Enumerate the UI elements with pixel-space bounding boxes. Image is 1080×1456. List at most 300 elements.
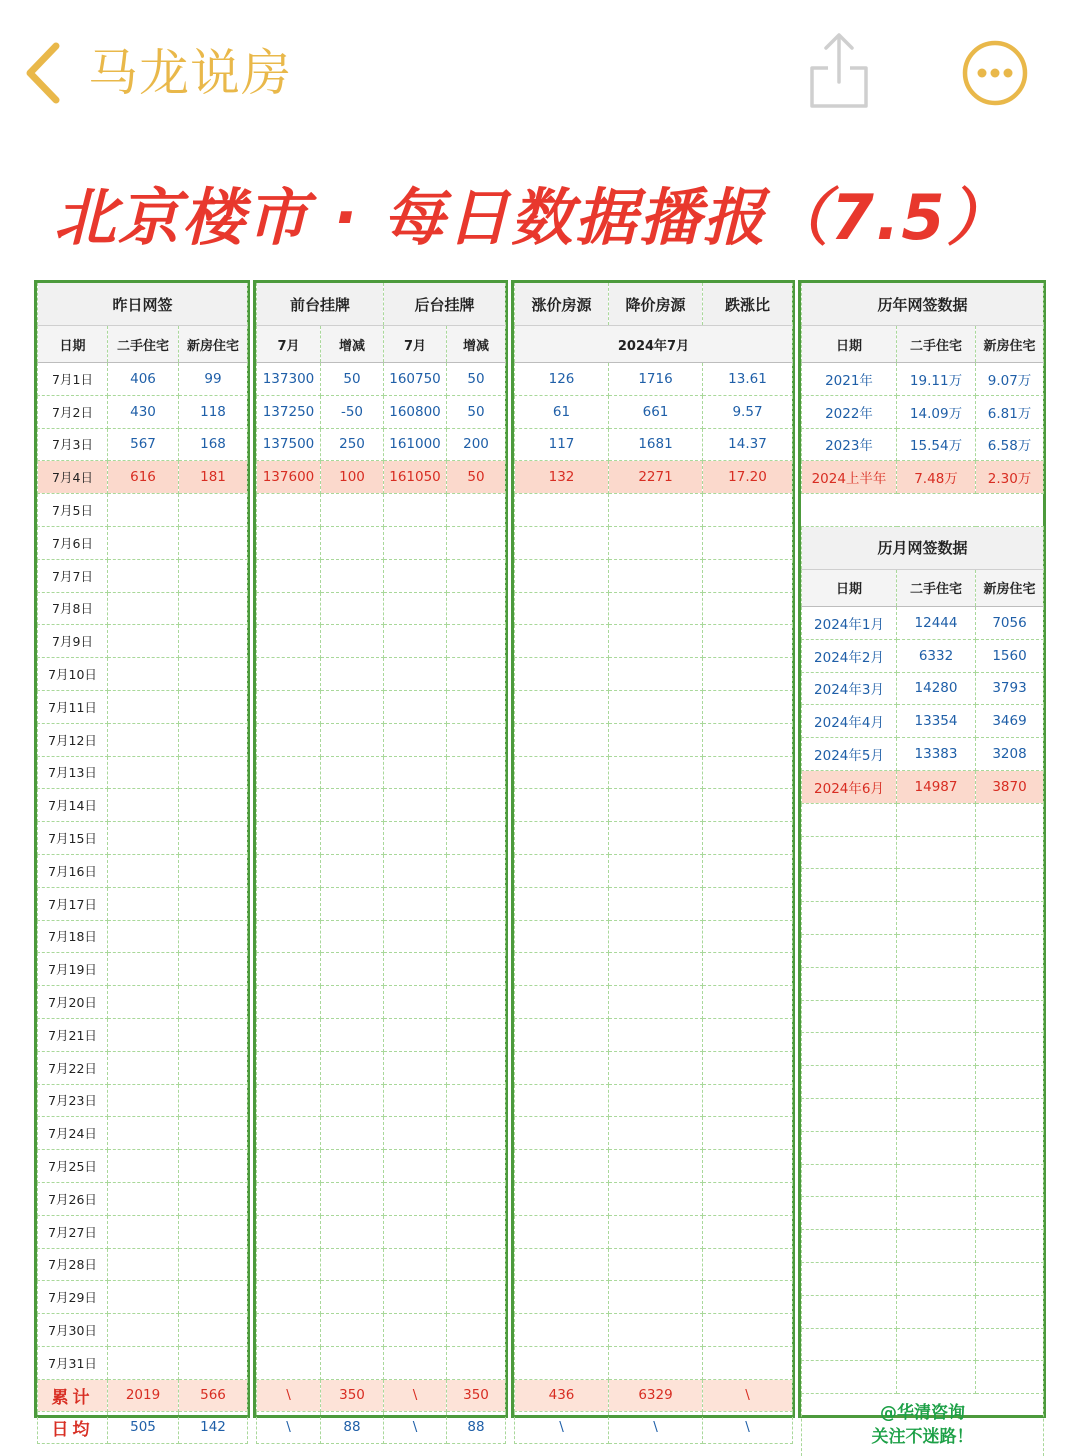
value-cell [703,1248,793,1281]
value-cell [609,953,703,986]
value-cell [321,1215,384,1248]
value-cell [384,822,447,855]
table-row [802,803,1044,836]
table-row [257,690,506,723]
empty-cell [802,1230,897,1263]
value-cell [384,1182,447,1215]
value-cell [447,494,506,527]
value-cell [447,1346,506,1379]
table-row [38,690,248,723]
table-row [515,1150,793,1183]
value-cell [108,1346,179,1379]
empty-cell [802,1131,897,1164]
value-cell [321,1346,384,1379]
value-cell [515,1117,609,1150]
empty-cell [976,1098,1044,1131]
empty-cell [897,836,976,869]
value-cell: 13.61 [703,363,793,396]
table-row [38,1051,248,1084]
value-cell [609,1084,703,1117]
table-row [515,1346,793,1379]
value-cell [515,592,609,625]
value-cell: 3793 [976,672,1044,705]
table-row [257,658,506,691]
value-cell [321,1150,384,1183]
value-cell [108,1281,179,1314]
value-cell [447,822,506,855]
more-button[interactable] [962,40,1028,106]
empty-cell [802,1295,897,1328]
month-cell: 2024年2月 [802,639,897,672]
value-cell [609,920,703,953]
table-row [802,639,1044,672]
value-cell: 117 [515,428,609,461]
value-cell [321,526,384,559]
value-cell [384,1018,447,1051]
value-cell [108,723,179,756]
value-cell [179,1281,248,1314]
avg-cell: \ [384,1411,447,1443]
value-cell [515,1281,609,1314]
date-cell: 7月13日 [38,756,108,789]
table-row [257,1051,506,1084]
table-row [257,1281,506,1314]
date-cell: 7月20日 [38,986,108,1019]
table-row [802,1164,1044,1197]
value-cell [179,1182,248,1215]
value-cell [703,1281,793,1314]
table-row [38,526,248,559]
value-cell [321,690,384,723]
value-cell [609,1215,703,1248]
value-cell [108,1248,179,1281]
table-row [38,1215,248,1248]
table-row [515,1084,793,1117]
value-cell: 137500 [257,428,321,461]
table-row [802,934,1044,967]
value-cell: 168 [179,428,248,461]
date-cell: 7月15日 [38,822,108,855]
col-new-home: 新房住宅 [179,326,248,363]
avg-cell: 505 [108,1411,179,1443]
col-price-down: 降价房源 [609,283,703,326]
empty-cell [976,934,1044,967]
value-cell [257,1182,321,1215]
date-cell: 7月29日 [38,1281,108,1314]
period-label: 2024年7月 [515,326,793,363]
table-row [515,920,793,953]
empty-cell [897,869,976,902]
table-row [38,1411,248,1443]
value-cell: -50 [321,395,384,428]
value-cell [703,854,793,887]
value-cell [257,559,321,592]
value-cell [179,526,248,559]
table-row [38,1379,248,1411]
value-cell [447,756,506,789]
value-cell [447,986,506,1019]
value-cell [108,887,179,920]
table-row [257,1182,506,1215]
empty-cell [802,869,897,902]
sum-cell: \ [384,1379,447,1411]
empty-cell [976,1000,1044,1033]
value-cell [108,1084,179,1117]
table-row [257,363,506,396]
date-cell: 7月23日 [38,1084,108,1117]
value-cell [609,559,703,592]
date-cell: 7月7日 [38,559,108,592]
table-row [515,1215,793,1248]
value-cell [257,526,321,559]
table-row [515,1411,793,1443]
empty-cell [897,1131,976,1164]
date-cell: 7月8日 [38,592,108,625]
table-row [38,1346,248,1379]
table-row [802,869,1044,902]
table-row [257,494,506,527]
table-row [515,854,793,887]
value-cell [609,1248,703,1281]
col-ratio: 跌涨比 [703,283,793,326]
table-row [515,1182,793,1215]
value-cell: 250 [321,428,384,461]
table-row [38,887,248,920]
table-row [257,1215,506,1248]
value-cell [515,1051,609,1084]
value-cell [515,953,609,986]
year-cell: 2021年 [802,363,897,396]
value-cell [703,592,793,625]
value-cell [179,625,248,658]
table-row [257,1150,506,1183]
value-cell [447,1182,506,1215]
empty-cell [802,934,897,967]
value-cell: 7056 [976,606,1044,639]
col-price-up: 涨价房源 [515,283,609,326]
table-row [515,461,793,494]
table-row [257,887,506,920]
table-row [515,1379,793,1411]
share-button[interactable] [806,30,872,110]
table-row [515,953,793,986]
value-cell [321,1248,384,1281]
value-cell [257,1281,321,1314]
price-change-table [514,283,793,1444]
table-row [802,1131,1044,1164]
empty-cell [897,1066,976,1099]
table-row [38,1314,248,1347]
value-cell [257,887,321,920]
value-cell [179,1248,248,1281]
avg-label: 日均 [38,1411,108,1443]
table-row [257,1346,506,1379]
value-cell [703,1084,793,1117]
table-row [38,1117,248,1150]
table-row [515,822,793,855]
value-cell [257,854,321,887]
value-cell [703,723,793,756]
table-row [257,428,506,461]
value-cell [108,756,179,789]
date-cell: 7月19日 [38,953,108,986]
table-row [802,569,1044,606]
panel-header: 昨日网签 [38,283,248,326]
value-cell [609,1051,703,1084]
table-row [515,1018,793,1051]
value-cell [515,494,609,527]
value-cell [384,854,447,887]
table-row [257,789,506,822]
value-cell [515,658,609,691]
table-row [38,461,248,494]
value-cell: 200 [447,428,506,461]
table-row [38,658,248,691]
value-cell [321,920,384,953]
value-cell [321,1314,384,1347]
value-cell: 1716 [609,363,703,396]
value-cell [179,789,248,822]
col-second-hand: 二手住宅 [108,326,179,363]
value-cell [609,887,703,920]
value-cell: 6332 [897,639,976,672]
empty-cell [802,1328,897,1361]
value-cell [447,1051,506,1084]
value-cell [703,986,793,1019]
value-cell: 161050 [384,461,447,494]
value-cell [447,625,506,658]
value-cell [703,887,793,920]
empty-cell [976,1262,1044,1295]
table-row [515,526,793,559]
value-cell [609,1281,703,1314]
table-row [515,789,793,822]
table-row [257,1084,506,1117]
value-cell [179,756,248,789]
table-row [257,723,506,756]
month-cell: 2024年3月 [802,672,897,705]
date-cell: 7月31日 [38,1346,108,1379]
table-row [38,592,248,625]
value-cell [321,887,384,920]
month-cell: 2024年5月 [802,738,897,771]
value-cell [609,986,703,1019]
value-cell [179,690,248,723]
table-row [38,756,248,789]
value-cell [515,887,609,920]
month-cell: 2024年4月 [802,705,897,738]
sum-label: 累计 [38,1379,108,1411]
table-row [515,723,793,756]
empty-cell [976,1328,1044,1361]
value-cell [179,658,248,691]
value-cell: 17.20 [703,461,793,494]
table-row [515,1248,793,1281]
value-cell [515,559,609,592]
value-cell [179,1150,248,1183]
value-cell [384,1150,447,1183]
value-cell [257,1084,321,1117]
value-cell: 14280 [897,672,976,705]
value-cell: 50 [321,363,384,396]
value-cell: 13383 [897,738,976,771]
table-row [257,1117,506,1150]
value-cell [447,854,506,887]
daily-signing-panel [34,280,250,1440]
date-cell: 7月27日 [38,1215,108,1248]
value-cell [108,854,179,887]
back-button[interactable] [20,38,70,108]
value-cell [703,953,793,986]
table-row [38,363,248,396]
table-row [802,1361,1044,1394]
col-date: 日期 [802,326,897,363]
footer-line-2: 关注不迷路！ [871,1427,974,1448]
empty-cell [976,1295,1044,1328]
value-cell [257,592,321,625]
value-cell [108,690,179,723]
date-cell: 7月9日 [38,625,108,658]
value-cell: 160750 [384,363,447,396]
empty-cell [897,1000,976,1033]
table-row [38,1150,248,1183]
sum-cell: \ [257,1379,321,1411]
value-cell [108,789,179,822]
empty-cell [897,1164,976,1197]
value-cell [179,723,248,756]
value-cell [257,723,321,756]
empty-cell [897,1230,976,1263]
avg-cell: 142 [179,1411,248,1443]
table-row [257,625,506,658]
value-cell [321,1117,384,1150]
avg-cell: \ [609,1411,703,1443]
col-new-home: 新房住宅 [976,569,1044,606]
value-cell: 15.54万 [897,428,976,461]
date-cell: 7月30日 [38,1314,108,1347]
front-listing-header: 前台挂牌 [257,283,384,326]
value-cell [447,723,506,756]
table-row [802,705,1044,738]
value-cell [384,756,447,789]
date-cell: 7月26日 [38,1182,108,1215]
table-row [257,559,506,592]
value-cell [703,789,793,822]
table-row [257,953,506,986]
empty-cell [976,967,1044,1000]
value-cell [384,1281,447,1314]
table-row [38,723,248,756]
value-cell [447,559,506,592]
date-cell: 7月22日 [38,1051,108,1084]
value-cell [447,526,506,559]
value-cell [609,592,703,625]
table-row [515,986,793,1019]
table-row [515,658,793,691]
table-row [802,1328,1044,1361]
empty-cell [976,1033,1044,1066]
chevron-left-icon [20,38,70,108]
value-cell [179,1117,248,1150]
value-cell: 161000 [384,428,447,461]
table-row [515,887,793,920]
table-row [38,559,248,592]
empty-cell [897,1098,976,1131]
empty-cell [976,1197,1044,1230]
value-cell: 19.11万 [897,363,976,396]
avg-cell: \ [257,1411,321,1443]
table-row [802,1394,1044,1456]
value-cell: 616 [108,461,179,494]
value-cell: 160800 [384,395,447,428]
value-cell [257,1314,321,1347]
value-cell [108,1182,179,1215]
table-row [515,690,793,723]
table-row [38,920,248,953]
value-cell [257,1051,321,1084]
value-cell [384,1084,447,1117]
value-cell [179,1018,248,1051]
value-cell [257,1346,321,1379]
value-cell [447,789,506,822]
value-cell [257,822,321,855]
avg-cell: \ [703,1411,793,1443]
value-cell [447,1215,506,1248]
footer-line-1: @华清咨询 [880,1403,966,1424]
value-cell [703,756,793,789]
table-row [802,526,1044,569]
value-cell [108,559,179,592]
value-cell [108,1117,179,1150]
value-cell [703,920,793,953]
empty-cell [897,1328,976,1361]
value-cell: 14.09万 [897,395,976,428]
value-cell [515,690,609,723]
table-row [515,428,793,461]
date-cell: 7月4日 [38,461,108,494]
empty-cell [897,803,976,836]
value-cell [609,1150,703,1183]
value-cell [108,526,179,559]
value-cell [384,887,447,920]
table-row [38,822,248,855]
table-row [257,854,506,887]
app-title: 马龙说房 [88,44,292,102]
table-row [257,1018,506,1051]
date-cell: 7月2日 [38,395,108,428]
value-cell [179,1084,248,1117]
value-cell [257,756,321,789]
table-row [257,1411,506,1443]
value-cell: 1560 [976,639,1044,672]
value-cell [321,822,384,855]
value-cell [447,1117,506,1150]
value-cell [515,1182,609,1215]
table-row [515,1314,793,1347]
table-row [802,1262,1044,1295]
table-row [38,1248,248,1281]
value-cell [515,1314,609,1347]
value-cell [179,592,248,625]
value-cell [321,592,384,625]
col-date: 日期 [38,326,108,363]
yearly-header: 历年网签数据 [802,283,1044,326]
value-cell [703,1182,793,1215]
table-row [257,526,506,559]
value-cell [703,1117,793,1150]
value-cell [257,625,321,658]
monthly-header: 历月网签数据 [802,526,1044,569]
